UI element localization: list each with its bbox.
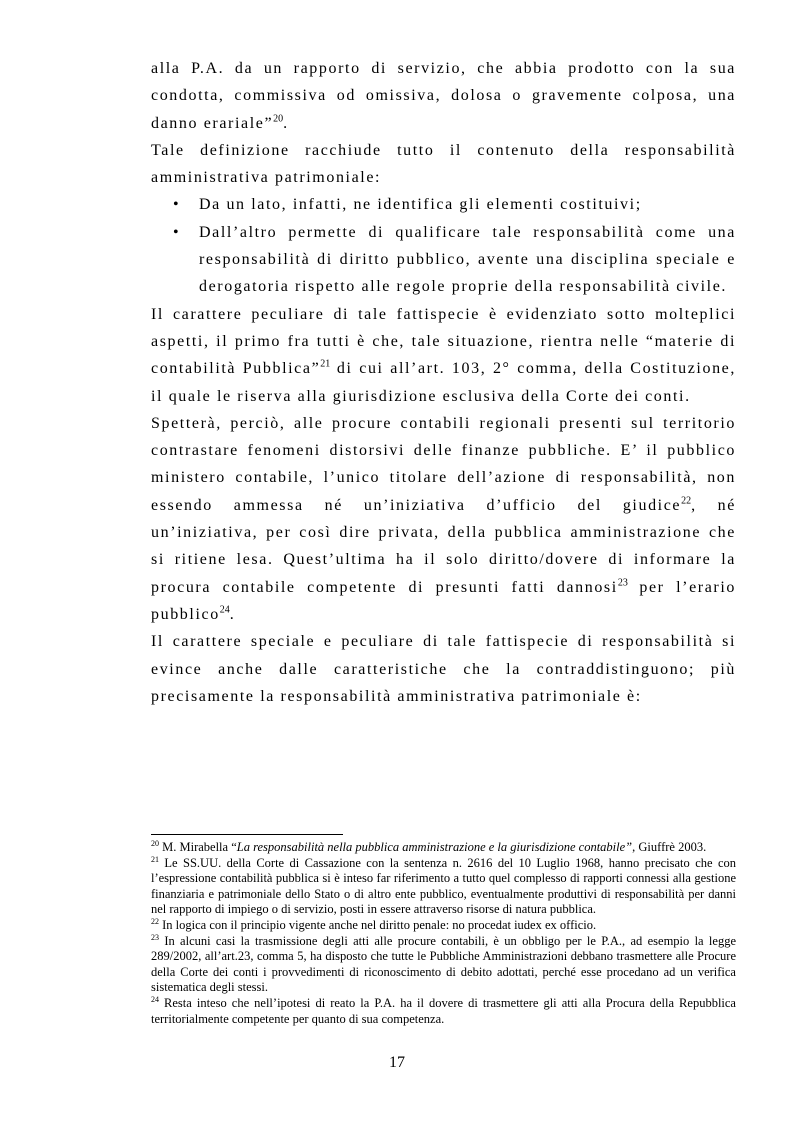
- footnote-number-20: 20: [151, 838, 159, 848]
- footnote-22-text: In logica con il principio vigente anche nel diritto penale: no procedat iudex ex officio.: [159, 917, 597, 932]
- footnotes: [151, 840, 736, 1027]
- paragraph-4: [151, 410, 736, 628]
- footnote-separator: [151, 834, 343, 835]
- footnote-24-text: Resta inteso che nell’ipotesi di reato la P.A. ha il dovere di trasmettere gli atti alla Procura della Repubblica territorialmente competente per quanto di sua competenza.: [151, 995, 736, 1026]
- footnote-21-text: Le SS.UU. della Corte di Cassazione con la sentenza n. 2616 del 10 Luglio 1968, hanno precisato che con l’espressione contabilità pubblica si è inteso far riferimento a tutto quel complesso di rapporti connessi alla gestione finanziaria e patrimoniale dello Stato o di altro ente pubblico, eventualmente produttivi di responsabilità per danni nel rapporto di impiego o di servizio, posti in essere attraverso risorse di natura pubblica.: [151, 855, 736, 917]
- bullet-list: [151, 191, 736, 300]
- bullet-icon: •: [173, 196, 181, 214]
- paragraph-3-text-a: Il carattere peculiare di tale fattispecie è evidenziato sotto molteplici aspetti, il primo fra tutti è che, tale situazione, rientra nelle “materie di contabilità Pubblica”: [151, 305, 736, 378]
- paragraph-4-text-a: Spetterà, perciò, alle procure contabili regionali presenti sul territorio contrastare fenomeni distorsivi delle finanze pubbliche. E’ il pubblico ministero contabile, l’unico titolare dell’azione di responsabilità, non essendo ammessa né un’iniziativa d’ufficio del giudice: [151, 414, 736, 514]
- bullet-item-1: [151, 191, 736, 218]
- paragraph-3: [151, 301, 736, 410]
- footnote-ref-24: 24: [219, 604, 230, 616]
- footnote-ref-22: 22: [681, 495, 692, 507]
- paragraph-2: Tale definizione racchiude tutto il contenuto della responsabilità amministrativa patrimoniale:: [151, 141, 736, 187]
- paragraph-5: Il carattere speciale e peculiare di tale fattispecie di responsabilità si evince anche dalle caratteristiche che la contraddistinguono; più precisamente la responsabilità amministrativa patrimoniale è:: [151, 633, 736, 705]
- footnote-number-23: 23: [151, 932, 159, 942]
- body-text: [151, 55, 736, 710]
- paragraph-4-text-d: .: [229, 605, 236, 623]
- paragraph-3-text-b: di cui all’art. 103, 2° comma, della Costituzione, il quale le riserva alla giurisdizione esclusiva della Corte dei conti.: [151, 360, 736, 405]
- footnote-22: [151, 918, 736, 934]
- footnote-23-text: In alcuni casi la trasmissione degli atti alle procure contabili, è un obbligo per le P.A., ad esempio la legge 289/2002, all’art.23, comma 5, ha disposto che tutte le Pubbliche Amministrazioni debbano trasmettere alle Procure della Corte dei conti i provvedimenti di riconoscimento di debito adottati, perché esse procedano ad un verifica sistematica degli stessi.: [151, 933, 736, 995]
- footnote-23: [151, 934, 736, 996]
- paragraph-1: [151, 55, 736, 137]
- footnote-20-title: La responsabilità nella pubblica amministrazione e la giurisdizione contabile”: [236, 840, 633, 854]
- footnote-21: [151, 856, 736, 918]
- footnote-20-text-a: M. Mirabella “: [159, 840, 237, 854]
- footnote-number-21: 21: [151, 854, 159, 864]
- paragraph-4-text-c: per l’erario pubblico: [151, 578, 736, 623]
- footnote-number-22: 22: [151, 916, 159, 926]
- bullet-item-2: [151, 219, 736, 301]
- paragraph-4-text-b: , né un’iniziativa, per così dire privata, della pubblica amministrazione che si ritiene lesa. Quest’ultima ha il solo diritto/dovere di informare la procura contabile competente di presunti fatti dannosi: [151, 496, 736, 596]
- footnote-number-24: 24: [151, 994, 159, 1004]
- bullet-icon: •: [173, 223, 181, 241]
- footnote-ref-23: 23: [617, 577, 628, 589]
- footnote-24: [151, 996, 736, 1027]
- bullet-item-1-text: Da un lato, infatti, ne identifica gli elementi costituivi;: [199, 196, 642, 214]
- footnote-ref-20: 20: [273, 113, 284, 125]
- footnote-ref-21: 21: [320, 358, 331, 370]
- bullet-item-2-text: Dall’altro permette di qualificare tale responsabilità come una responsabilità di diritto pubblico, avente una disciplina speciale e derogatoria rispetto alle regole proprie della responsabilità civile.: [199, 223, 736, 296]
- paragraph-1-end: .: [283, 114, 289, 132]
- paragraph-1-text: alla P.A. da un rapporto di servizio, che abbia prodotto con la sua condotta, commissiva od omissiva, dolosa o gravemente colposa, una danno erariale”: [151, 60, 736, 132]
- page-number: 17: [389, 1054, 405, 1071]
- footnote-20: [151, 840, 736, 856]
- footnote-20-text-b: , Giuffrè 2003.: [632, 840, 707, 854]
